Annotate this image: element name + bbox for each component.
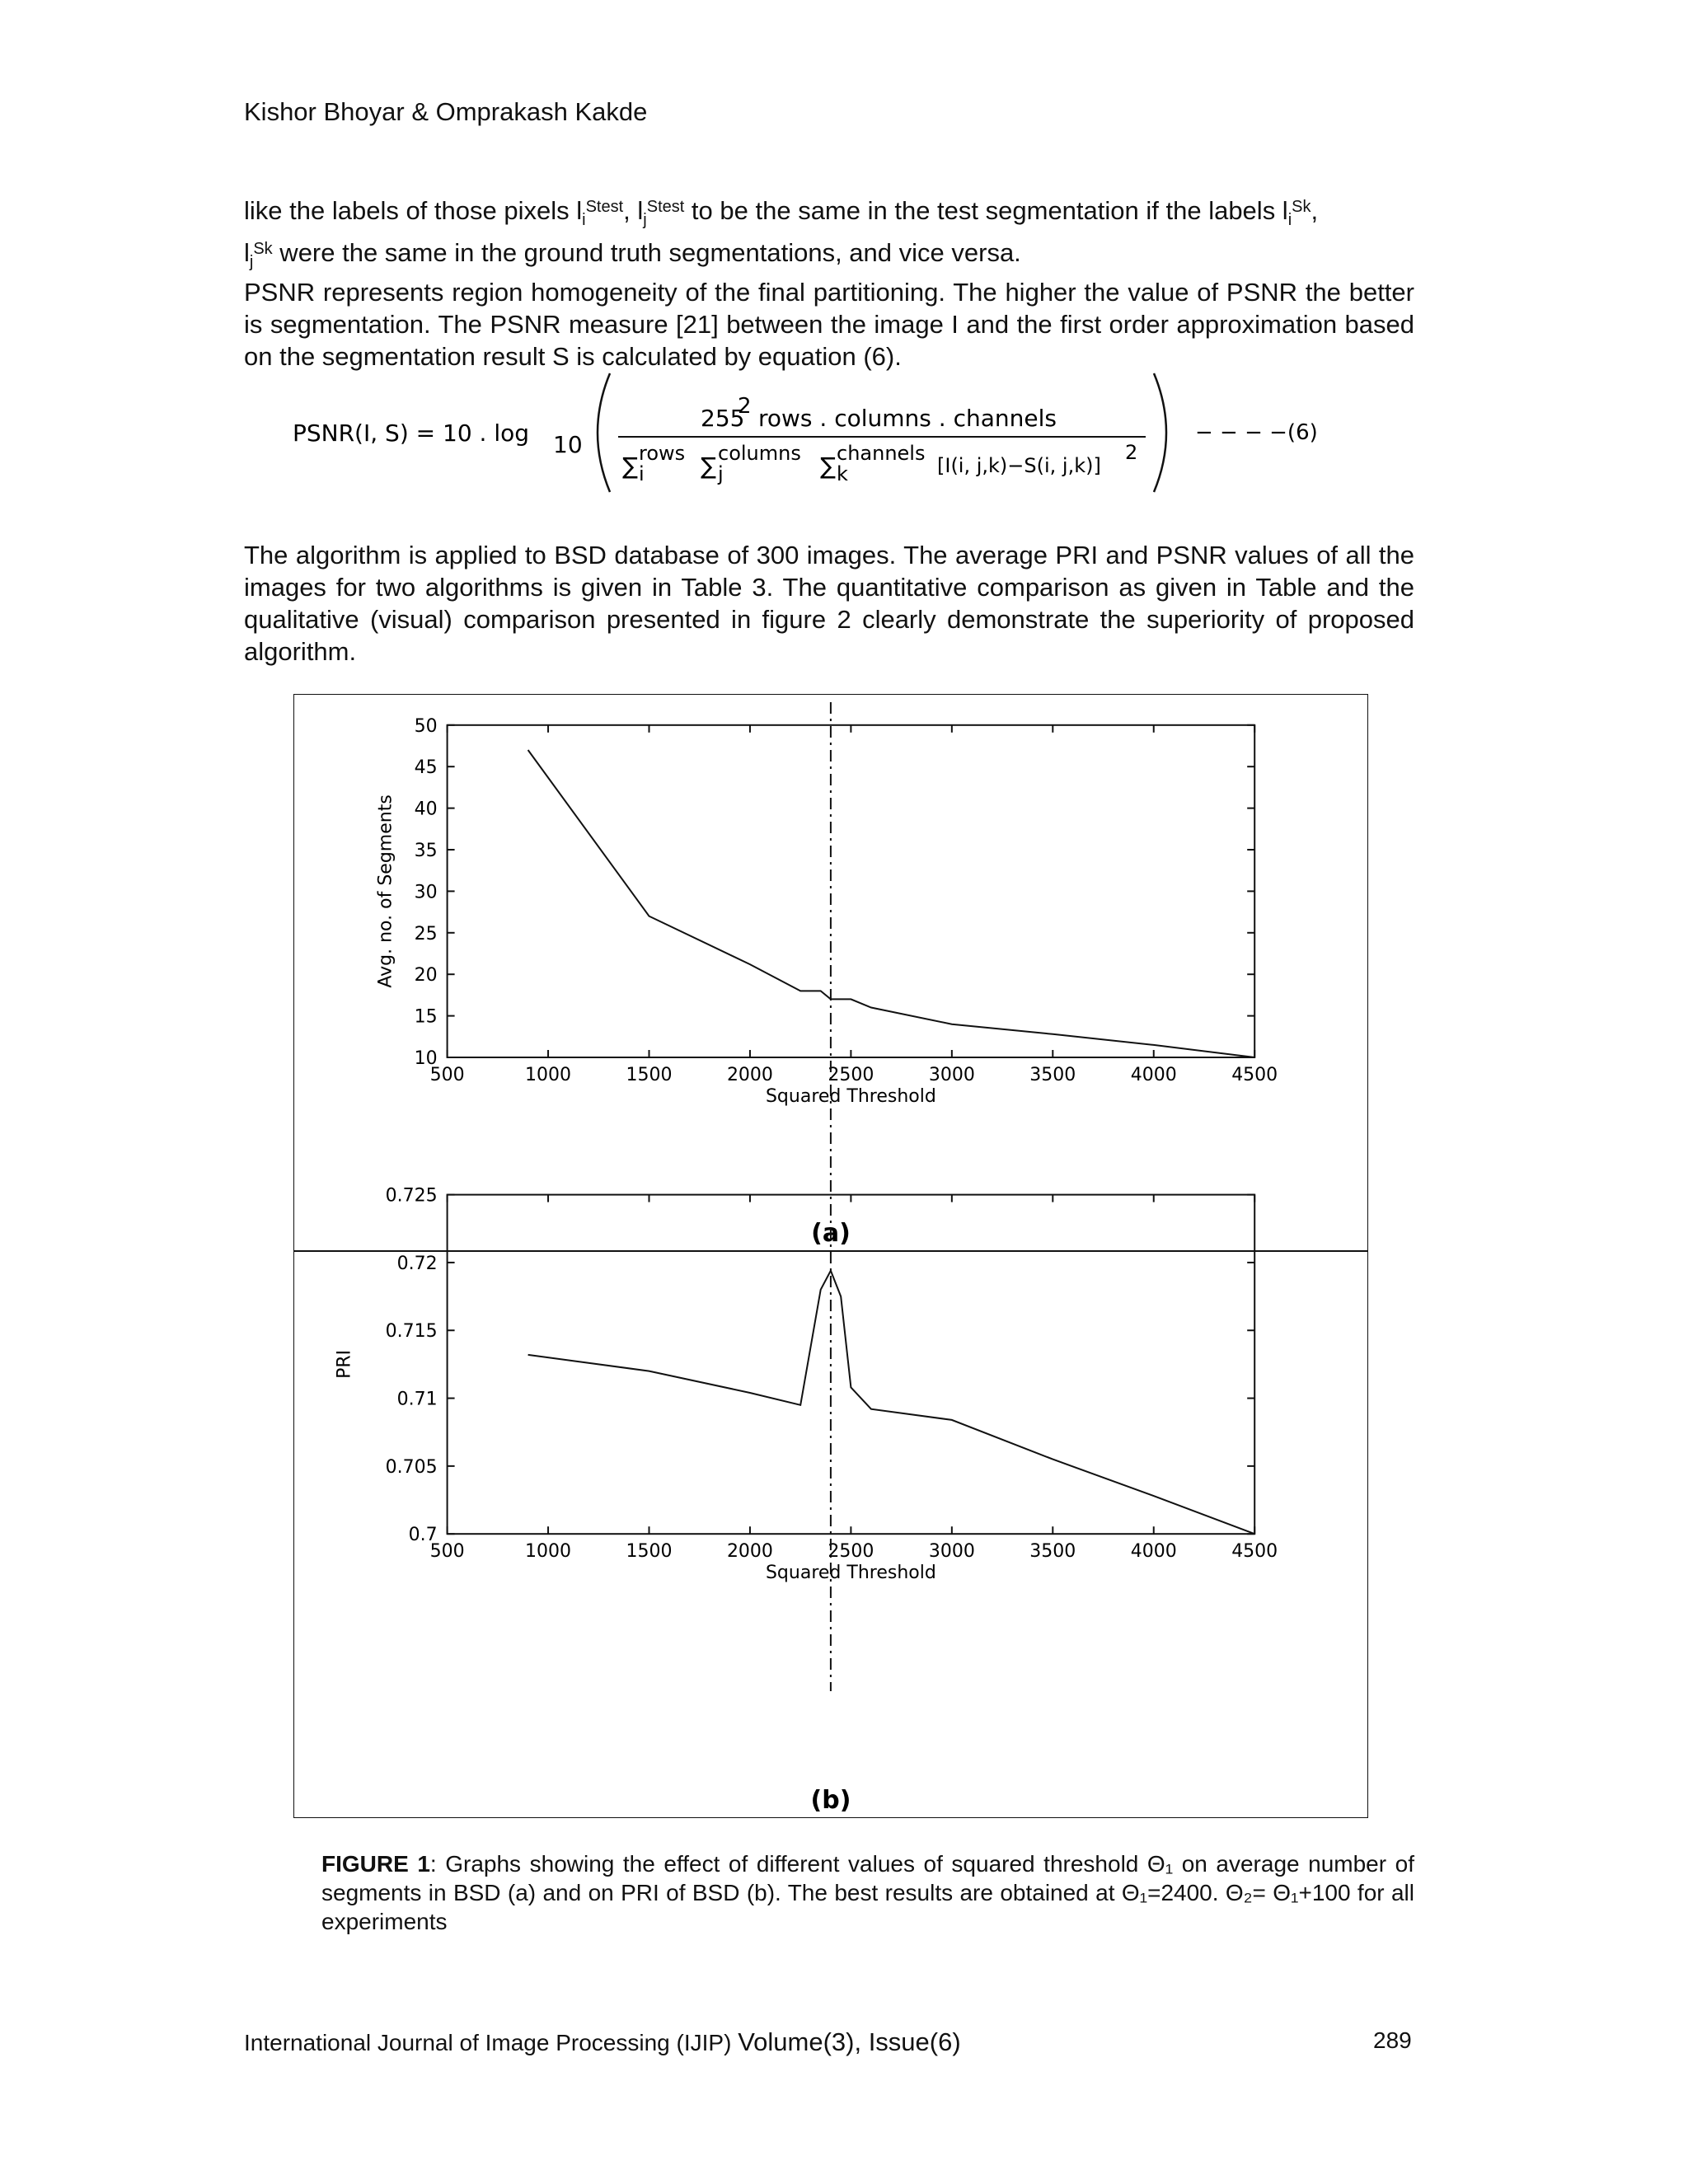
sum1-top: rows	[639, 442, 686, 465]
plot-area-0	[448, 725, 1255, 1057]
equation-denominator-body: [I(i, j,k)−S(i, j,k)]	[937, 454, 1101, 477]
x-tick-label-3500: 3500	[1029, 1541, 1076, 1563]
caption-text: : Graphs showing the effect of different values of squared threshold Θ₁ on average number of segments in BSD (a) and on PRI of BSD (b). The best results are obtained at Θ₁=2400. Θ₂= Θ₁+100 for all experiments	[321, 1851, 1414, 1934]
chart-panel-b	[335, 1186, 1278, 1584]
x-axis-label-0: Squared Threshold	[765, 1086, 936, 1107]
caption-label: FIGURE 1	[321, 1851, 430, 1877]
equation-left-paren	[598, 373, 610, 492]
series-line-0	[528, 750, 1255, 1057]
footer-page-number: 289	[1373, 2027, 1412, 2053]
x-tick-label-4000: 4000	[1130, 1541, 1177, 1563]
x-tick-label-2000: 2000	[726, 1541, 773, 1563]
y-tick-label-45: 45	[414, 757, 438, 779]
sum3-bottom: k	[837, 462, 848, 485]
x-tick-label-500: 500	[429, 1065, 465, 1085]
x-tick-label-3000: 3000	[928, 1541, 975, 1563]
sum2-bottom: j	[718, 462, 724, 485]
sum-sign-3: ∑	[820, 452, 836, 480]
paragraph-psnr: PSNR represents region homogeneity of the final partitioning. The higher the value of PSNR the better is segmentation. The PSNR measure [21] between the image I and the first order approximation based on the segmentation result S is calculated by equation (6).	[244, 278, 1414, 371]
equation-right-paren	[1154, 373, 1166, 492]
x-tick-label-2500: 2500	[828, 1541, 874, 1563]
x-tick-label-4000: 4000	[1130, 1065, 1177, 1085]
y-tick-label-35: 35	[414, 841, 438, 861]
sum2-top: columns	[718, 442, 801, 465]
psnr-equation	[293, 367, 1364, 499]
sum-sign-1: ∑	[622, 452, 638, 480]
y-tick-label-40: 40	[414, 799, 438, 820]
y-axis-label-0: Avg. no. of Segments	[375, 794, 396, 988]
paragraph-pri-definition: like the labels of those pixels $l_i^{Stest}$, $l_j^{Stest}$ to be the same in the test segmentation if the labels $l_i^{Sk}$, $l_j^{Sk}$ were the same in the ground truth segmentations, and vice versa.	[244, 196, 1319, 272]
equation-lhs: PSNR(I, S) = 10 . log	[293, 419, 530, 447]
figure-caption	[321, 1849, 1414, 1936]
equation-number: − − − −(6)	[1195, 420, 1318, 445]
x-tick-label-3500: 3500	[1029, 1065, 1076, 1085]
x-tick-label-500: 500	[429, 1541, 465, 1563]
y-tick-label-0.72: 0.72	[396, 1253, 438, 1274]
y-tick-label-0.7: 0.7	[408, 1525, 438, 1546]
y-tick-label-15: 15	[414, 1006, 438, 1028]
sum3-top: channels	[837, 442, 926, 465]
x-tick-label-3000: 3000	[928, 1065, 975, 1085]
x-tick-label-1000: 1000	[525, 1065, 572, 1085]
y-tick-label-0.71: 0.71	[396, 1389, 438, 1410]
y-tick-label-10: 10	[414, 1048, 438, 1069]
panel-b-label: (b)	[810, 1786, 851, 1815]
running-header: Kishor Bhoyar & Omprakash Kakde	[244, 97, 648, 126]
footer-journal: International Journal of Image Processing (IJIP) Volume(3), Issue(6)	[244, 2027, 961, 2056]
equation-denominator-exp: 2	[1125, 441, 1138, 464]
equation-numerator-rest: rows . columns . channels	[758, 405, 1057, 432]
paragraph-results: The algorithm is applied to BSD database of 300 images. The average PRI and PSNR values of all the images for two algorithms is given in Table 3. The quantitative comparison as given in Table and the qualitative (visual) comparison presented in figure 2 clearly demonstrate the superiority of proposed algorithm.	[244, 541, 1414, 666]
y-tick-label-25: 25	[414, 923, 438, 944]
y-axis-label-1: PRI	[334, 1349, 355, 1379]
equation-numerator-base: 255	[701, 405, 745, 432]
panel-a-label: (a)	[811, 1219, 851, 1248]
sum1-bottom: i	[639, 462, 645, 485]
x-axis-label-1: Squared Threshold	[765, 1563, 936, 1584]
x-tick-label-1000: 1000	[525, 1541, 572, 1563]
series-line-1	[528, 1271, 1255, 1534]
equation-log-base: 10	[553, 431, 583, 458]
x-tick-label-1500: 1500	[626, 1065, 673, 1085]
x-tick-label-4500: 4500	[1231, 1541, 1278, 1563]
x-tick-label-4500: 4500	[1231, 1065, 1278, 1085]
x-tick-label-2000: 2000	[726, 1065, 773, 1085]
x-tick-label-1500: 1500	[626, 1541, 673, 1563]
plot-area-1	[448, 1195, 1255, 1535]
chart-panel-a	[376, 716, 1278, 1107]
y-tick-label-30: 30	[414, 882, 438, 903]
sum-sign-2: ∑	[701, 452, 716, 480]
y-tick-label-0.725: 0.725	[385, 1185, 438, 1207]
y-tick-label-20: 20	[414, 965, 438, 987]
equation-numerator-exp: 2	[738, 394, 752, 419]
x-tick-label-2500: 2500	[828, 1065, 874, 1085]
y-tick-label-50: 50	[414, 715, 438, 737]
figure-1	[293, 694, 1368, 1818]
y-tick-label-0.705: 0.705	[385, 1456, 438, 1478]
y-tick-label-0.715: 0.715	[385, 1321, 438, 1343]
